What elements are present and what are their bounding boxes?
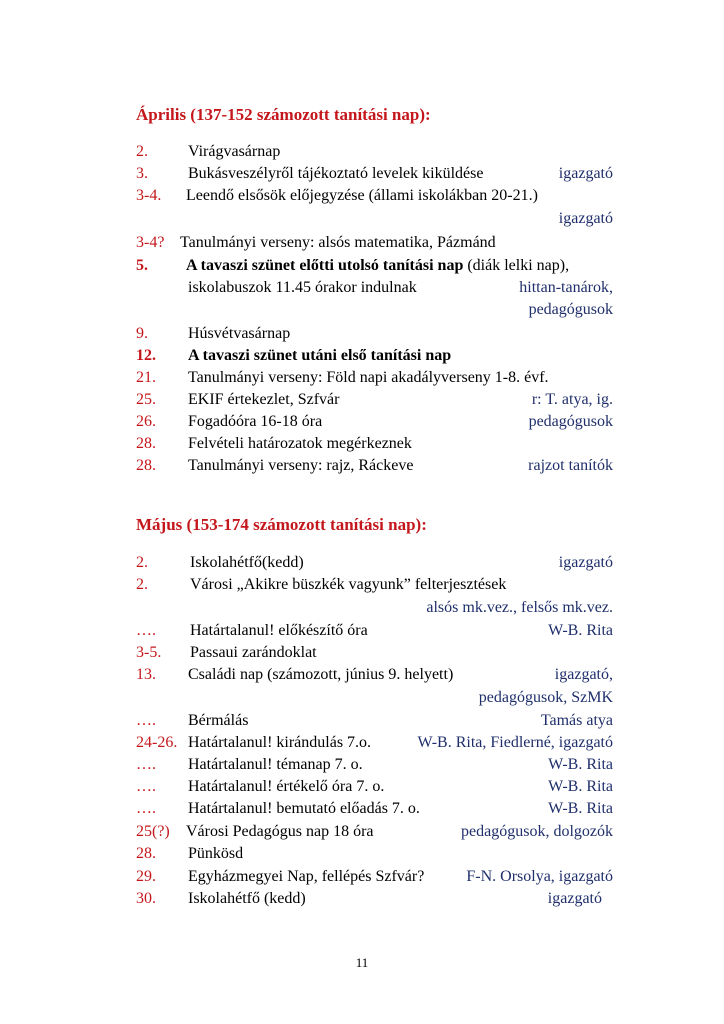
list-item bbox=[136, 732, 636, 754]
entry-description: Húsvétvasárnap bbox=[188, 325, 291, 342]
entry-responsible: alsós mk.vez., felsős mk.vez. bbox=[426, 599, 613, 616]
entry-description: EKIF értekezlet, Szfvár bbox=[188, 391, 340, 408]
entry-responsible: igazgató bbox=[547, 890, 602, 907]
entry-responsible: igazgató, bbox=[554, 666, 613, 683]
list-item bbox=[136, 710, 636, 732]
entry-date: 25(?) bbox=[136, 823, 170, 840]
entry-responsible: W-B. Rita bbox=[548, 756, 613, 773]
list-item bbox=[136, 642, 636, 664]
entry-responsible: W-B. Rita, Fiedlerné, igazgató bbox=[417, 734, 613, 751]
entry-responsible: Tamás atya bbox=[540, 712, 613, 729]
list-item bbox=[136, 552, 636, 574]
entry-description: Határtalanul! kirándulás 7.o. bbox=[188, 734, 372, 751]
entry-description: Határtalanul! előkészítő óra bbox=[190, 622, 368, 639]
entry-description-bold: A tavaszi szünet előtti utolsó tanítási nap bbox=[186, 257, 464, 274]
entry-responsible: rajzot tanítók bbox=[528, 457, 613, 474]
entry-description: Iskolahétfő(kedd) bbox=[190, 554, 304, 571]
april-heading: Április (137-152 számozott tanítási nap): bbox=[136, 105, 431, 124]
entry-responsible: F-N. Orsolya, igazgató bbox=[466, 868, 613, 885]
entry-date: 3-5. bbox=[136, 644, 162, 661]
list-item bbox=[136, 798, 636, 820]
list-item bbox=[136, 597, 636, 619]
entry-description: Felvételi határozatok megérkeznek bbox=[188, 435, 412, 452]
entry-responsible: W-B. Rita bbox=[548, 622, 613, 639]
entry-date: 2. bbox=[136, 554, 148, 571]
entry-description: A tavaszi szünet utáni első tanítási nap bbox=[188, 347, 452, 364]
entry-description: Virágvasárnap bbox=[188, 143, 281, 160]
entry-description: Városi „Akikre büszkék vagyunk” felterjesztések bbox=[190, 576, 507, 593]
entry-responsible: r: T. atya, ig. bbox=[531, 391, 613, 408]
list-item bbox=[136, 843, 636, 865]
entry-description: Tanulmányi verseny: rajz, Ráckeve bbox=[188, 457, 414, 474]
entry-description: Családi nap (számozott, június 9. helyett) bbox=[188, 666, 454, 683]
list-item bbox=[136, 163, 636, 185]
entry-description: Fogadóóra 16-18 óra bbox=[188, 413, 323, 430]
entry-responsible: igazgató bbox=[558, 554, 613, 571]
entry-description: Passaui zarándoklat bbox=[190, 644, 317, 661]
entry-date: …. bbox=[136, 800, 156, 817]
entry-responsible: pedagógusok bbox=[528, 301, 613, 318]
entry-responsible: W-B. Rita bbox=[548, 800, 613, 817]
entry-date: 25. bbox=[136, 391, 156, 408]
list-item bbox=[136, 323, 636, 345]
entry-date: 13. bbox=[136, 666, 156, 683]
entry-description: Határtalanul! témanap 7. o. bbox=[188, 756, 363, 773]
list-item bbox=[136, 277, 636, 299]
list-item bbox=[136, 208, 636, 230]
entry-date: 3-4. bbox=[136, 187, 162, 204]
entry-description: Egyházmegyei Nap, fellépés Szfvár? bbox=[188, 868, 425, 885]
entry-responsible: hittan-tanárok, bbox=[519, 279, 613, 296]
list-item bbox=[136, 776, 636, 798]
list-item bbox=[136, 232, 636, 254]
list-item bbox=[136, 574, 636, 596]
entry-responsible: W-B. Rita bbox=[548, 778, 613, 795]
entry-description: Határtalanul! bemutató előadás 7. o. bbox=[188, 800, 420, 817]
entry-responsible: igazgató bbox=[558, 165, 613, 182]
entry-description: Iskolahétfő (kedd) bbox=[188, 890, 306, 907]
entry-date: 2. bbox=[136, 143, 148, 160]
entry-description: Városi Pedagógus nap 18 óra bbox=[186, 823, 374, 840]
list-item bbox=[136, 888, 636, 910]
entry-date: …. bbox=[136, 778, 156, 795]
list-item bbox=[136, 687, 636, 709]
list-item bbox=[136, 345, 636, 367]
list-item bbox=[136, 455, 636, 477]
entry-date: 28. bbox=[136, 457, 156, 474]
entry-date: 28. bbox=[136, 435, 156, 452]
may-heading: Május (153-174 számozott tanítási nap): bbox=[136, 515, 427, 534]
list-item bbox=[136, 367, 636, 389]
entry-date: …. bbox=[136, 756, 156, 773]
entry-responsible: igazgató bbox=[558, 210, 613, 227]
list-item bbox=[136, 866, 636, 888]
entry-description: iskolabuszok 11.45 órakor indulnak bbox=[188, 279, 417, 296]
entry-date: …. bbox=[136, 712, 156, 729]
entry-date: 9. bbox=[136, 325, 148, 342]
list-item bbox=[136, 620, 636, 642]
entry-responsible: pedagógusok, SzMK bbox=[478, 689, 613, 706]
list-item bbox=[136, 299, 636, 321]
entry-date: 5. bbox=[136, 257, 148, 274]
entry-responsible: pedagógusok, dolgozók bbox=[461, 823, 613, 840]
entry-description: Pünkösd bbox=[188, 845, 244, 862]
entry-date: 3-4? bbox=[136, 234, 165, 251]
entry-date: 30. bbox=[136, 890, 156, 907]
entry-description: Tanulmányi verseny: alsós matematika, Pázmánd bbox=[180, 234, 496, 251]
entry-date: 24-26. bbox=[136, 734, 178, 751]
entry-description: Bérmálás bbox=[188, 712, 249, 729]
entry-date: 2. bbox=[136, 576, 148, 593]
entry-description bbox=[186, 255, 569, 277]
list-item bbox=[136, 821, 636, 843]
entry-description-rest: (diák lelki nap), bbox=[463, 257, 570, 274]
entry-date: 26. bbox=[136, 413, 156, 430]
list-item bbox=[136, 664, 636, 686]
page-number: 11 bbox=[355, 955, 369, 970]
list-item bbox=[136, 141, 636, 163]
entry-date: 3. bbox=[136, 165, 148, 182]
list-item bbox=[136, 411, 636, 433]
entry-date: 12. bbox=[136, 347, 156, 364]
entry-description: Tanulmányi verseny: Föld napi akadályverseny 1-8. évf. bbox=[188, 369, 549, 386]
entry-date: 21. bbox=[136, 369, 156, 386]
entry-description: Bukásveszélyről tájékoztató levelek kiküldése bbox=[188, 165, 484, 182]
list-item bbox=[136, 389, 636, 411]
list-item bbox=[136, 433, 636, 455]
list-item bbox=[136, 255, 636, 277]
entry-description: Leendő elsősök előjegyzése (állami iskolákban 20-21.) bbox=[186, 187, 538, 204]
entry-responsible: pedagógusok bbox=[528, 413, 613, 430]
entry-date: 28. bbox=[136, 845, 156, 862]
entry-description: Határtalanul! értékelő óra 7. o. bbox=[188, 778, 385, 795]
entry-date: 29. bbox=[136, 868, 156, 885]
list-item bbox=[136, 754, 636, 776]
list-item bbox=[136, 185, 636, 207]
entry-date: …. bbox=[136, 622, 156, 639]
